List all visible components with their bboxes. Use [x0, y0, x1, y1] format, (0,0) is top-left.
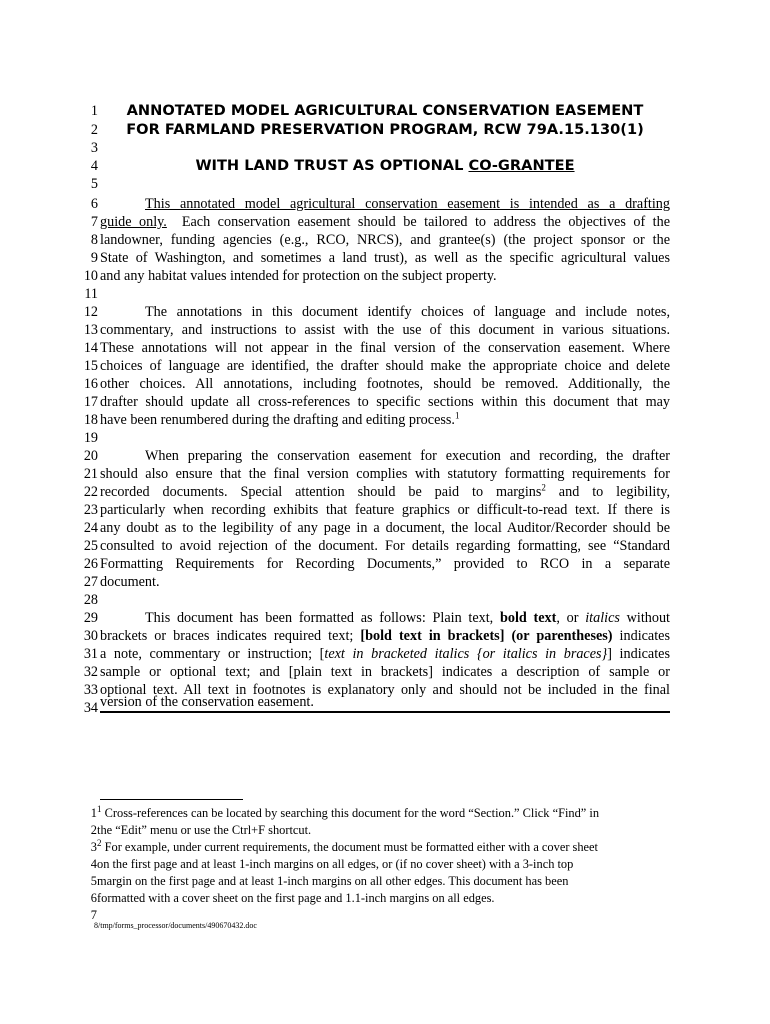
line-number-text: 34: [83, 700, 98, 716]
p1-line-4: State of Washington, and sometimes a land trust), as well as the specific agricultural values: [100, 250, 670, 266]
p4-line-3: a note, commentary or instruction; [text in bracketed italics {or italics in braces}] indicates: [100, 646, 670, 662]
line-number-text: 28: [83, 592, 98, 608]
footnote-2-line-3: margin on the first page and at least 1-inch margins on all other edges. This document has been: [97, 874, 569, 888]
footnote-separator: [100, 799, 243, 800]
p1-line-1: This annotated model agricultural conservation easement is intended as a drafting: [145, 196, 670, 212]
line-number-text: 14: [83, 340, 98, 356]
footnote-line-number-text: 6: [90, 891, 97, 905]
p2-line-5: other choices. All annotations, including footnotes, should be removed. Additionally, the: [100, 376, 670, 392]
p2-line-2: commentary, and instructions to assist with the use of this document in various situations.: [100, 322, 670, 338]
footnote-line-number-text: 4: [90, 857, 97, 871]
p2-line-1: The annotations in this document identify choices of language and include notes,: [145, 304, 670, 320]
line-number-text: 19: [83, 430, 98, 446]
line-number-text: 6: [90, 196, 98, 212]
footnote-1-line-1: $^1$ Cross-references can be located by searching this document for the word “Section.” Click “Find” in: [97, 803, 600, 820]
line-number-text: 16: [83, 376, 98, 392]
title-line-1: ANNOTATED MODEL AGRICULTURAL CONSERVATION EASEMENT: [126, 102, 644, 119]
line-number-text: 1: [90, 103, 98, 119]
line-number-text: 26: [83, 556, 98, 572]
line-number: [0, 285, 770, 303]
title-line-2: FOR FARMLAND PRESERVATION PROGRAM, RCW 79A.15.130(1): [126, 121, 644, 138]
line-number: [0, 591, 770, 609]
line-number-text: 5: [90, 176, 98, 192]
line-number-text: 31: [83, 646, 98, 662]
footnote-line-number-text: 5: [90, 874, 97, 888]
p2-line-3: These annotations will not appear in the final version of the conservation easement. Where: [100, 340, 670, 356]
p3-line-4: particularly when recording exhibits that feature graphics or difficult-to-read text. If there is: [100, 502, 670, 518]
p4-line-2: brackets or braces indicates required text; [bold text in brackets] (or parentheses) indicates: [100, 628, 670, 644]
footnote-2-line-2: on the first page and at least 1-inch margins on all edges, or (if no cover sheet) with a 3-inch top: [97, 857, 574, 871]
subtitle: WITH LAND TRUST AS OPTIONAL CO-GRANTEE: [195, 157, 575, 174]
line-number-text: 2: [90, 122, 98, 138]
p4-line-6: version of the conservation easement.: [100, 694, 314, 710]
line-number-text: 33: [83, 682, 98, 698]
line-number: [0, 429, 770, 447]
footnote-line-number-text: 3: [90, 840, 97, 854]
line-number-text: 25: [83, 538, 98, 554]
line-number-text: 15: [83, 358, 98, 374]
footnote-2-line-4: formatted with a cover sheet on the first page and 1.1-inch margins on all edges.: [97, 891, 495, 905]
file-path: 8/tmp/forms_processor/documents/490670432.doc: [94, 921, 257, 930]
p1-line-5: and any habitat values intended for protection on the subject property.: [100, 268, 497, 284]
line-number-text: 10: [83, 268, 98, 284]
p1-line-2: guide only. Each conservation easement should be tailored to address the objectives of the: [100, 214, 670, 230]
p3-line-5: any doubt as to the legibility of any page in a document, the local Auditor/Recorder should be: [100, 520, 670, 536]
path-line-number: 8: [94, 921, 98, 930]
p1-line-3: landowner, funding agencies (e.g., RCO, NRCS), and grantee(s) (the project sponsor or the: [100, 232, 670, 248]
line-number-text: 24: [83, 520, 98, 536]
line-number-text: 27: [83, 574, 98, 590]
section-divider: [100, 711, 670, 713]
footnote-line-number-text: 2: [90, 823, 97, 837]
p3-line-7: Formatting Requirements for Recording Documents,” provided to RCO in a separate: [100, 556, 670, 572]
line-number-text: 23: [83, 502, 98, 518]
p2-line-4: choices of language are identified, the drafter should make the appropriate choice and delete: [100, 358, 670, 374]
p3-line-8: document.: [100, 574, 160, 590]
p4-line-4: sample or optional text; and [plain text in brackets] indicates a description of sample or: [100, 664, 670, 680]
line-number-text: 21: [83, 466, 98, 482]
footnote-2-line-1: $^2$ For example, under current requirements, the document must be formatted either with a cover sheet: [97, 837, 598, 854]
line-number: [0, 175, 770, 193]
p2-line-7: have been renumbered during the drafting and editing process.$^1$: [100, 410, 460, 428]
line-number-text: 32: [83, 664, 98, 680]
line-number-text: 8: [90, 232, 98, 248]
p4-line-1: This document has been formatted as follows: Plain text, bold text, or italics without: [145, 610, 670, 626]
line-number: [0, 139, 770, 157]
p3-line-1: When preparing the conservation easement for execution and recording, the drafter: [145, 448, 670, 464]
p3-line-6: consulted to avoid rejection of the document. For details regarding formatting, see “Standard: [100, 538, 670, 554]
footnote-line-number-text: 7: [90, 908, 97, 922]
p2-line-6: drafter should update all cross-references to specific sections within this document that may: [100, 394, 670, 410]
line-number-text: 7: [90, 214, 98, 230]
line-number-text: 11: [84, 286, 98, 302]
line-number-text: 3: [90, 140, 98, 156]
line-number-text: 29: [83, 610, 98, 626]
line-number-text: 17: [83, 394, 98, 410]
line-number-text: 9: [90, 250, 98, 266]
footnote-ref-2[interactable]: 2: [541, 482, 546, 493]
line-number-text: 30: [83, 628, 98, 644]
p4-line-5: optional text. All text in footnotes is explanatory only and should not be included in the final: [100, 682, 670, 698]
footnote-line-number-text: 1: [90, 806, 97, 820]
footnote-1-line-2: the “Edit” menu or use the Ctrl+F shortcut.: [97, 823, 312, 837]
line-number-text: 4: [90, 158, 98, 174]
p3-line-3: recorded documents. Special attention should be paid to margins$^2$ and to legibility,: [100, 482, 670, 500]
line-number-text: 20: [83, 448, 98, 464]
footnote-ref-1[interactable]: 1: [454, 410, 460, 421]
line-number-text: 12: [83, 304, 98, 320]
line-number-text: 13: [83, 322, 98, 338]
line-number-text: 18: [83, 412, 98, 428]
p3-line-2: should also ensure that the final version complies with statutory formatting requirements for: [100, 466, 670, 482]
line-number-text: 22: [83, 484, 98, 500]
